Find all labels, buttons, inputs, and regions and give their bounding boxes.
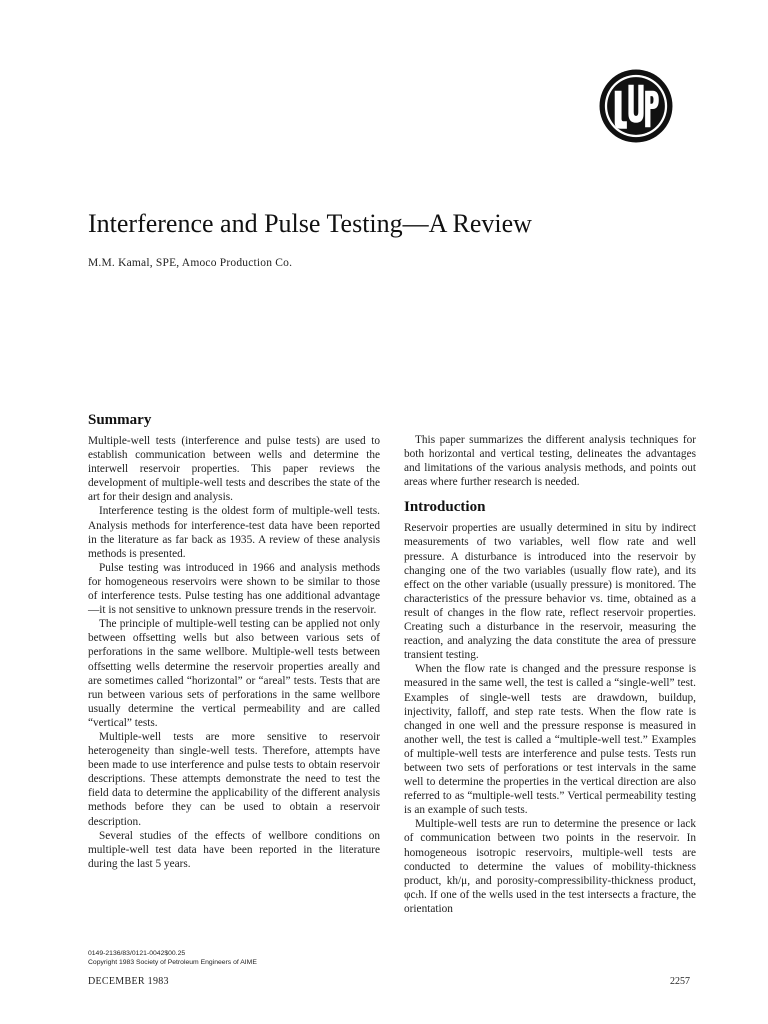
summary-paragraph: The principle of multiple-well testing can be applied not only between offsetting wells but also between various sets of perforations in the same wellbore. Multiple-well tests between offsetting wells determine the reservoir properties areally and are sometimes called “horizontal” or “areal” tests. Tests that are run between various sets of perforations in the same wellbore usually determine the vertical permeability and are called “vertical” tests. <box>88 618 380 729</box>
left-column <box>88 410 380 871</box>
spe-logo-icon <box>598 68 674 144</box>
summary-paragraph: Pulse testing was introduced in 1966 and analysis methods for homogeneous reservoirs were shown to be similar to those of interference tests. Pulse testing has one additional advantage—it is not sensitive to unknown pressure trends in the reservoir. <box>88 561 380 617</box>
page-number: 2257 <box>670 976 690 987</box>
summary-heading: Summary <box>88 412 152 428</box>
introduction-paragraph: Multiple-well tests are run to determine the presence or lack of communication between two points in the reservoir. In homogeneous isotropic reservoirs, multiple-well tests are conducted to determine the values of mobility-thickness product, kh/μ, and porosity-compressibility-thickness product, φcₜh. If one of the wells used in the test intersects a fracture, the orientation <box>404 818 696 915</box>
summary-paragraph: Multiple-well tests (interference and pulse tests) are used to establish communication between wells and determine the interwell reservoir properties. This paper reviews the development of multiple-well tests and describes the state of the art for their design and analysis. <box>88 435 380 504</box>
issue-date: DECEMBER 1983 <box>88 976 169 987</box>
introduction-heading: Introduction <box>404 499 486 516</box>
publication-info <box>88 949 380 967</box>
summary-paragraph: Multiple-well tests are more sensitive to reservoir heterogeneity than single-well tests. Therefore, attempts have been made to use interference and pulse tests to obtain reservoir descriptions. These attempts demonstrate the need to test the field data to determine the applicability of the different analysis methods before they can be used to obtain a reservoir description. <box>88 730 380 828</box>
copyright-line: Copyright 1983 Society of Petroleum Engineers of AIME <box>88 959 257 966</box>
introduction-paragraph: Reservoir properties are usually determined in situ by indirect measurements of two variables, well flow rate and well pressure. A disturbance is introduced into the reservoir by changing one of the two variables (usually flow rate), and its effect on the other variable (usually pressure) is monitored. The characteristics of the pressure behavior vs. time, obtained as a result of changes in the flow rate, reflect reservoir properties. Creating such a disturbance in the reservoir, measuring the reaction, and analyzing the data constitute the area of pressure transient testing. <box>404 522 696 662</box>
right-column <box>404 433 696 916</box>
author-line: M.M. Kamal, SPE, Amoco Production Co. <box>88 257 293 269</box>
scope-paragraph: This paper summarizes the different analysis techniques for both horizontal and vertical testing, delineates the advantages and limitations of the various analysis methods, and points out areas where further research is needed. <box>404 434 696 489</box>
summary-paragraph: Several studies of the effects of wellbore conditions on multiple-well test data have been reported in the literature during the last 5 years. <box>88 829 380 870</box>
summary-paragraph: Interference testing is the oldest form of multiple-well tests. Analysis methods for interference-test data have been reported in the literature as far back as 1935. A review of these analysis methods is presented. <box>88 505 380 560</box>
issn-line: 0149-2136/83/0121-0042$00.25 <box>88 950 186 957</box>
introduction-paragraph: When the flow rate is changed and the pressure response is measured in the same well, the test is called a “single-well” test. Examples of single-well tests are drawdown, buildup, injectivity, falloff, and step rate tests. When the flow rate is changed in one well and the pressure response is measured in another well, the test is called a “multiple-well test.” Examples of multiple-well tests are interference and pulse tests. Tests run between two sets of perforations or test intervals in the same well to determine the properties in the vertical direction are also referred to as “multiple-well tests.” Vertical permeability testing is an example of such tests. <box>404 663 696 817</box>
paper-title: Interference and Pulse Testing—A Review <box>88 209 532 238</box>
